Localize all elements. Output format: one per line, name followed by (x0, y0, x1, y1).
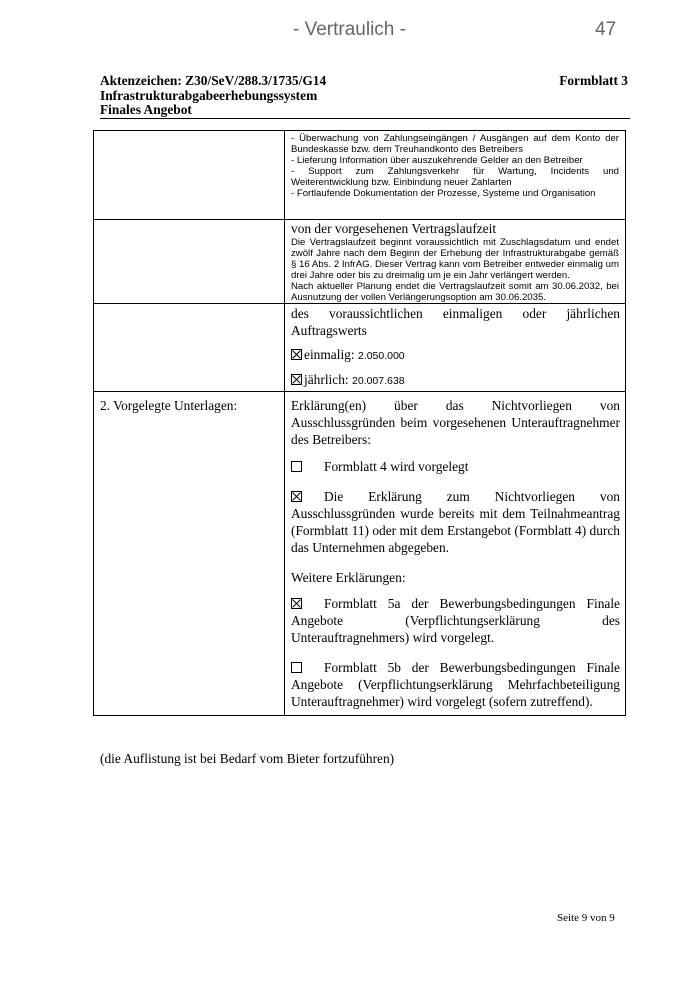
option-formblatt5b (285, 646, 625, 715)
jaehrlich-value: 20.007.638 (351, 375, 405, 388)
table-cell-empty (94, 131, 285, 220)
einmalig-line (285, 339, 625, 365)
documents-label: 2. Vorgelegte Unterlagen: (100, 398, 238, 414)
table-row-documents (94, 392, 626, 716)
header-rule (100, 118, 630, 119)
checkbox-icon[interactable] (291, 662, 302, 673)
documents-intro: Erklärung(en) über das Nichtvorliegen von Ausschlussgründen beim vorgesehenen Unterauftragnehmer des Betreibers: (291, 398, 620, 448)
page-number: 47 (595, 19, 617, 40)
task-list (285, 131, 625, 219)
option-formblatt5a (285, 586, 625, 646)
confidential-label: - Vertraulich - (293, 19, 406, 40)
checkbox-icon[interactable] (291, 598, 302, 609)
offer-type: Finales Angebot (100, 102, 192, 117)
option-previous-declaration (285, 475, 625, 556)
value-heading: des voraussichtlichen einmaligen oder jährlichen Auftragswerts (291, 306, 620, 339)
table-cell-contract-value (285, 304, 626, 392)
checkbox-icon[interactable] (291, 349, 302, 360)
duration-paragraph: Die Vertragslaufzeit beginnt voraussichtlich mit Zuschlagsdatum und endet zwölf Jahre nach dem Beginn der Erhebung der Infrastrukturabgabe gemäß § 16 Abs. 2 InfrAG. Dieser Vertrag kann vom Betreiber entweder einmalig um drei Jahre oder bis zu dreimalig um je ein Jahr verlängert werden. (291, 236, 619, 281)
document-header (100, 74, 628, 118)
table-cell-empty (94, 304, 285, 392)
option-text: Formblatt 5b der Bewerbungsbedingungen Finale Angebote (Verpflichtungserklärung Mehrfachbeteiligung Unterauftragnehmer) wird vorgelegt (sofern zutreffend). (291, 660, 620, 710)
table-row-duration (94, 219, 626, 304)
task-item: - Überwachung von Zahlungseingängen / Ausgängen auf dem Konto der Bundeskasse bzw. dem Treuhandkonto des Betreibers (291, 133, 619, 156)
checkbox-icon[interactable] (291, 491, 302, 502)
option-formblatt4 (285, 448, 625, 475)
form-label: Formblatt 3 (559, 73, 628, 88)
jaehrlich-label: jährlich: (304, 372, 349, 388)
reference-number: Aktenzeichen: Z30/SeV/288.3/1735/G14 (100, 73, 327, 88)
option-text: Die Erklärung zum Nichtvorliegen von Ausschlussgründen wurde bereits mit dem Teilnahmeantrag (Formblatt 11) oder mit dem Erstangebot (Formblatt 4) durch das Unternehmen abgegeben. (291, 489, 620, 556)
page-footer: Seite 9 von 9 (557, 912, 615, 924)
table-cell-duration (285, 219, 626, 304)
table-row-contract-value (94, 304, 626, 392)
table-row-tasks (94, 131, 626, 220)
system-name: Infrastrukturabgabeerhebungssystem (100, 87, 318, 103)
task-item: - Support zum Zahlungsverkehr für Wartung, Incidents und Weiterentwicklung bzw. Einbindung neuer Zahlarten (291, 166, 619, 189)
table-cell-tasks (285, 131, 626, 220)
table-cell-empty (94, 219, 285, 304)
duration-heading: von der vorgesehenen Vertragslaufzeit (291, 220, 497, 236)
jaehrlich-line (285, 365, 625, 391)
option-text: Formblatt 4 wird vorgelegt (324, 459, 469, 475)
task-item: - Lieferung Information über auszukehrende Gelder an den Betreiber (291, 155, 583, 167)
duration-text (285, 237, 625, 304)
einmalig-label: einmalig: (304, 347, 355, 363)
duration-paragraph: Nach aktueller Planung endet die Vertragslaufzeit somit am 30.06.2032, bei Ausnutzung der vollen Verlängerungsoption am 30.06.2035. (291, 280, 619, 304)
further-declarations-heading: Weitere Erklärungen: (291, 570, 406, 586)
table-cell-label (94, 392, 285, 716)
checkbox-icon[interactable] (291, 461, 302, 472)
task-item: - Fortlaufende Dokumentation der Prozesse, Systeme und Organisation (291, 188, 596, 200)
continuation-note: (die Auflistung ist bei Bedarf vom Bieter fortzuführen) (100, 751, 395, 766)
subcontractor-table (93, 130, 626, 716)
checkbox-icon[interactable] (291, 374, 302, 385)
confidential-header (0, 16, 700, 46)
option-text: Formblatt 5a der Bewerbungsbedingungen Finale Angebote (Verpflichtungserklärung des Unterauftragnehmers) wird vorgelegt. (291, 596, 620, 646)
einmalig-value: 2.050.000 (357, 350, 405, 363)
table-cell-documents (285, 392, 626, 716)
